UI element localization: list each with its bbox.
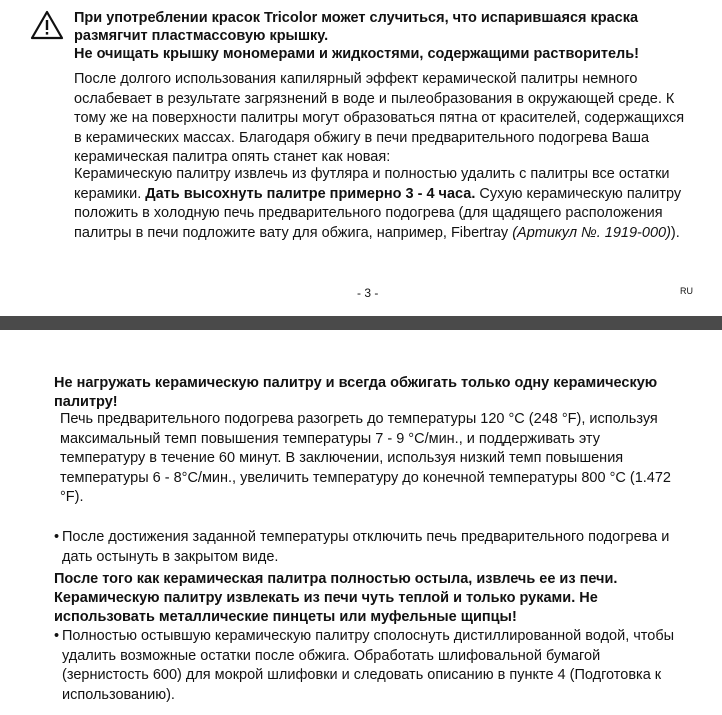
page-divider (0, 316, 722, 330)
article-number: (Артикул №. 1919-000) (512, 224, 671, 241)
language-code: RU (680, 286, 693, 296)
bullet-item-cooling (54, 528, 684, 567)
bullet-text: После достижения заданной температуры отключить печь предварительного подогрева и дать остынуть в закрытом виде. (62, 529, 670, 565)
warning-triangle-icon (30, 10, 64, 40)
warning-line-2: Не очищать крышку мономерами и жидкостями, содержащими растворитель! (74, 46, 639, 62)
section-heading: Не нагружать керамическую палитру и всегда обжигать только одну керамическую палитру! (54, 375, 658, 410)
paragraph-instructions-part2: Сухую керамическую палитру положить в холодную печь предварительного подогрева (для щадящего расположения палитры в печи подложите вату для обжига, например, Fibertray (74, 185, 682, 241)
warning-line-1: При употреблении красок Tricolor может случиться, что испарившаяся краска размягчит пластмассовую крышку. (74, 10, 639, 44)
paragraph-intro: После долгого использования капилярный эффект керамической палитры немного ослабевает в результате загрязнений в воде и пылеобразования в окружающей среде. К тому же на поверхности палитры могут образоваться пятна от красителей, содержащихся в керамических массах. Благодаря обжигу в печи предварительного подогрева Ваша керамическая палитра опять станет как новая: (74, 71, 685, 165)
bullet-text: Полностью остывшую керамическую палитру сполоснуть дистиллированной водой, чтобы удалить возможные остатки после обжига. Обработать шлифовальной бумагой (зернистость 600) для мокрой шлифовки и следовать описанию в пункте 4 (Подготовка к использованию). (62, 628, 675, 703)
warning-text (74, 9, 714, 63)
paragraph-instructions-part1: Керамическую палитру извлечь из футляра и полностью удалить с палитры все остатки керамики. (74, 166, 670, 202)
paragraph-instructions (74, 165, 694, 243)
paragraph-heating: Печь предварительного подогрева разогреть до температуры 120 °C (248 °F), используя максимальный темп повышения температуры 7 - 9 °C/мин., и поддерживать эту температуру в течение 60 минут. В заключении, используя низкий темп повышения температуры 6 - 8°C/мин., увеличить температуру до конечной температуры 800 °C (1.472 °F). (60, 411, 671, 505)
document-page-bottom (0, 330, 722, 715)
paragraph-instructions-part3: ). (670, 224, 680, 241)
bullet-glyph: • (54, 628, 60, 644)
document-page-top (0, 0, 722, 316)
paragraph-instructions-bold: Дать высохнуть палитре примерно 3 - 4 часа. (145, 185, 476, 202)
bullet-glyph: • (54, 529, 60, 545)
page-number: - 3 - (357, 286, 379, 300)
bullet-item-rinse (54, 627, 684, 705)
bold-warning-block: После того как керамическая палитра полностью остыла, извлечь ее из печи. Керамическую палитру извлекать из печи чуть теплой и только руками. Не использовать металлические пинцеты или муфельные щипцы! (54, 571, 618, 625)
